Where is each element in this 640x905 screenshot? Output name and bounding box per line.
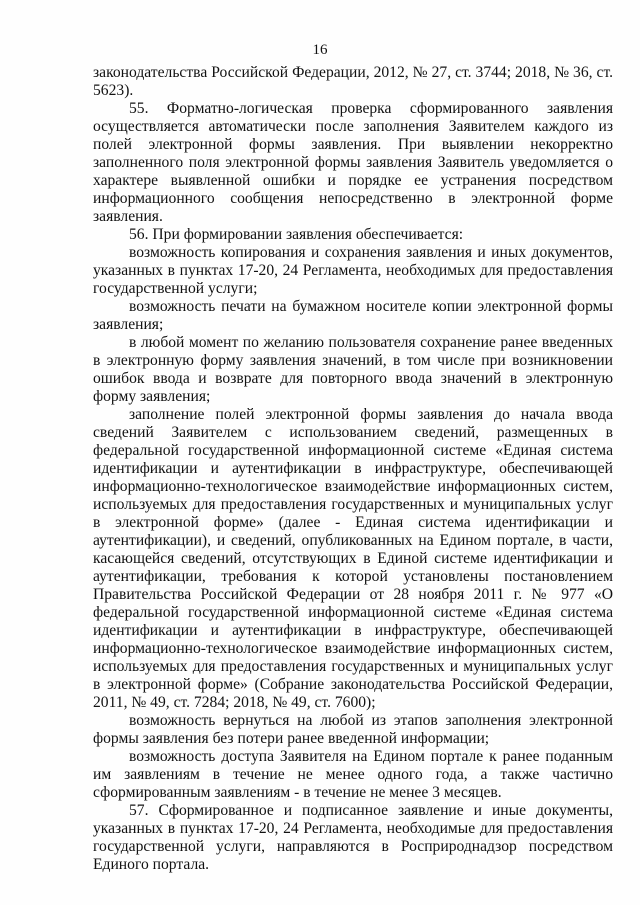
list-item-autofill: заполнение полей электронной формы заявления до начала ввода сведений Заявителем с использованием сведений, размещенных в федеральной государственной информационной системе «Единая система идентификации и аутентификации в инфраструктуре, обеспечивающей информационно-технологическое взаимодействие информационных систем, используемых для предоставления государственных и муниципальных услуг в электронной форме» (далее - Единая система идентификации и аутентификации), и сведений, опубликованных на Едином портале, в части, касающейся сведений, отсутствующих в Единой системе идентификации и аутентификации, требования к которой установлены постановлением Правительства Российской Федерации от 28 ноября 2011 г. № 977 «О федеральной государственной информационной системе «Единая система идентификации и аутентификации в инфраструктуре, обеспечивающей информационно-технологическое взаимодействие информационных систем, используемых для предоставления государственных и муниципальных услуг в электронной форме» (Собрание законодательства Российской Федерации, 2011, № 49, ст. 7284; 2018, № 49, ст. 7600);	[93, 406, 613, 711]
list-item-access: возможность доступа Заявителя на Едином портале к ранее поданным им заявлениям в течение не менее одного года, а также частично сформированным заявлениям - в течение не менее 3 месяцев.	[93, 748, 613, 801]
paragraph-55: 55. Форматно-логическая проверка сформированного заявления осуществляется автоматически после заполнения Заявителем каждого из полей электронной формы заявления. При выявлении некорректно заполненного поля электронной формы заявления Заявитель уведомляется о характере выявленной ошибки и порядке ее устранения посредством информационного сообщения непосредственно в электронной форме заявления.	[93, 100, 613, 225]
paragraph-57: 57. Сформированное и подписанное заявление и иные документы, указанных в пунктах 17-20, 24 Регламента, необходимые для предоставления государственной услуги, направляются в Росприроднадзор посредством Единого портала.	[93, 802, 613, 873]
page-number: 16	[312, 42, 328, 58]
paragraph-56: 56. При формировании заявления обеспечивается:	[129, 226, 464, 243]
list-item-return: возможность вернуться на любой из этапов заполнения электронной формы заявления без потери ранее введенной информации;	[93, 712, 613, 747]
list-item-saving: в любой момент по желанию пользователя сохранение ранее введенных в электронную форму заявления значений, в том числе при возникновении ошибок ввода и возврате для повторного ввода значений в электронную форму заявления;	[93, 334, 613, 405]
paragraph-continuation: законодательства Российской Федерации, 2012, № 27, ст. 3744; 2018, № 36, ст. 5623).	[93, 64, 613, 99]
document-body	[93, 64, 613, 874]
list-item-printing: возможность печати на бумажном носителе копии электронной формы заявления;	[93, 298, 613, 333]
list-item-copying: возможность копирования и сохранения заявления и иных документов, указанных в пунктах 17-20, 24 Регламента, необходимых для предоставления государственной услуги;	[93, 244, 613, 297]
